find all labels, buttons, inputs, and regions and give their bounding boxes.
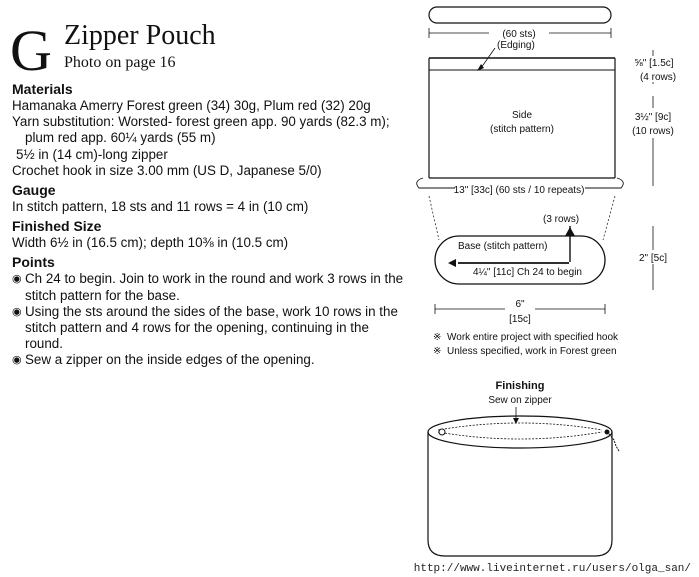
section-letter: G	[10, 18, 52, 83]
bullet-icon: ◉	[12, 305, 22, 318]
guide-line	[429, 196, 439, 240]
photo-reference: Photo on page 16	[64, 54, 176, 71]
materials-heading: Materials	[12, 81, 73, 97]
bullet-icon: ◉	[12, 354, 22, 367]
pouch-rim	[428, 416, 612, 448]
points-section	[12, 253, 407, 368]
materials-line: Yarn substitution: Worsted- forest green app. 90 yards (82.3 m);	[12, 114, 390, 130]
materials-line: Crochet hook in size 3.00 mm (US D, Japanese 5/0)	[12, 162, 322, 178]
side-pattern-label: (stitch pattern)	[490, 124, 554, 135]
zipper-pull-icon	[605, 430, 610, 435]
finished-size-text: Width 6½ in (16.5 cm); depth 10⅜ in (10.5 cm)	[12, 235, 289, 251]
top-sts-label: (60 sts)	[502, 29, 536, 40]
gauge-text: In stitch pattern, 18 sts and 11 rows = 4 in (10 cm)	[12, 199, 309, 215]
pattern-diagram	[405, 0, 699, 560]
materials-line: Hamanaka Amerry Forest green (34) 30g, Plum red (32) 20g	[12, 98, 371, 113]
point-text: Using the sts around the sides of the base, work 10 rows in the stitch pattern and 4 rows for the opening, continuing in the round.	[25, 303, 398, 352]
point-text: Sew a zipper on the inside edges of the opening.	[25, 352, 315, 368]
watermark-url: http://www.liveinternet.ru/users/olga_san/	[413, 563, 691, 575]
edging-strip	[429, 7, 611, 23]
sew-zipper-label: Sew on zipper	[488, 395, 552, 406]
note-mark: ※	[433, 332, 442, 343]
note-color: Unless specified, work in Forest green	[447, 346, 617, 357]
note-mark: ※	[433, 346, 442, 357]
side-rows-label: (10 rows)	[632, 126, 674, 137]
side-label: Side	[511, 110, 533, 121]
base-chain-label: 4¼" [11c] Ch 24 to begin	[473, 267, 582, 278]
base-label: Base (stitch pattern)	[458, 241, 548, 252]
list-item	[12, 352, 407, 368]
width-label: 13" [33c] (60 sts / 10 repeats)	[453, 185, 585, 196]
base-width-cm-label: [15c]	[509, 314, 531, 325]
materials-section	[12, 80, 407, 179]
base-width-label: 6"	[515, 299, 525, 310]
arrowhead-icon	[565, 227, 575, 236]
zipper-teeth	[438, 432, 602, 439]
edging-label: (Edging)	[497, 40, 535, 51]
zipper-pull-chain	[609, 434, 619, 451]
guide-line	[603, 196, 615, 240]
gauge-heading: Gauge	[12, 182, 56, 199]
pattern-text	[12, 80, 407, 371]
gauge-section	[12, 181, 407, 215]
zipper-teeth	[438, 423, 602, 430]
finished-size-heading: Finished Size	[12, 218, 102, 235]
finishing-heading: Finishing	[495, 380, 545, 392]
bullet-icon: ◉	[12, 273, 22, 286]
list-item	[12, 304, 407, 353]
zipper-end-icon	[439, 429, 445, 435]
note-hook: Work entire project with specified hook	[447, 332, 619, 343]
base-rows-label: (3 rows)	[543, 214, 580, 225]
pouch-body	[428, 432, 612, 556]
arrowhead-icon	[448, 259, 456, 267]
base-height-label: 2" [5c]	[638, 253, 668, 264]
point-text: Ch 24 to begin. Join to work in the round and work 3 rows in the stitch pattern for the base.	[25, 271, 404, 303]
side-height-label: 3½" [9c]	[634, 112, 672, 123]
edging-height-label: ⅝" [1.5c]	[634, 58, 674, 69]
finished-size-section	[12, 217, 407, 251]
edging-rows-label: (4 rows)	[639, 72, 677, 83]
page-title: Zipper Pouch	[64, 20, 216, 51]
list-item	[12, 271, 407, 303]
materials-line: plum red app. 60¼ yards (55 m)	[25, 130, 216, 146]
points-heading: Points	[12, 254, 55, 271]
materials-line: 5½ in (14 cm)-long zipper	[16, 146, 168, 162]
